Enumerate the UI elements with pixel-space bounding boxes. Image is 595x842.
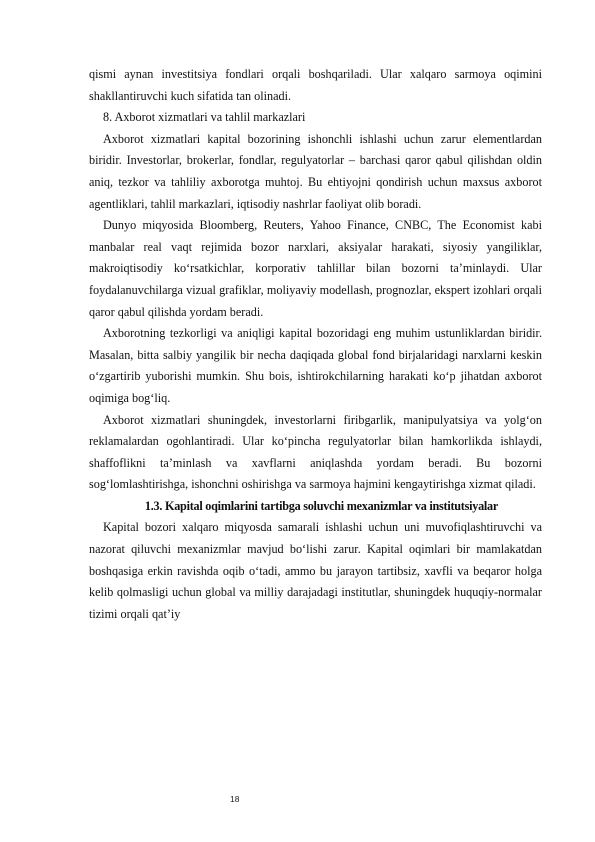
page-number: 18 [230, 794, 240, 804]
paragraph-investment-funds-end: qismi aynan investitsiya fondlari orqali boshqariladi. Ular xalqaro sarmoya oqimini shakllantiruvchi kuch sifatida tan olinadi. [89, 67, 542, 103]
paragraph-global-sources: Dunyo miqyosida Bloomberg, Reuters, Yahoo Finance, CNBC, The Economist kabi manbalar real vaqt rejimida bozor narxlari, aksiyalar harakati, siyosiy yangiliklar, makroiqtisodiy ko‘rsatkichlar, korporativ tahlillar bilan bozorni ta’minlaydi. Ular foydalanuvchilarga vizual grafiklar, moliyaviy modellash, prognozlar, ekspert izohlari orqali qaror qabul qilishda yordam beradi. [89, 218, 542, 319]
paragraph-information-services: Axborot xizmatlari kapital bozorining ishonchli ishlashi uchun zarur elementlardan biridir. Investorlar, brokerlar, fondlar, regulyatorlar – barchasi qaror qabul qilishdan oldin aniq, tezkor va tahliliy axborotga muhtoj. Bu ehtiyojni qondirish uchun maxsus axborot agentliklari, tahlil markazlari, iqtisodiy nashrlar faoliyat olib boradi. [89, 131, 542, 211]
paragraph-speed-accuracy: Axborotning tezkorligi va aniqligi kapital bozoridagi eng muhim ustunliklardan biridir. Masalan, bitta salbiy yangilik bir necha daqiqada global fond birjalaridagi narxlarni keskin o‘zgartirib yuborishi mumkin. Shu bois, ishtirokchilarning harakati ko‘p jihatdan axborot oqimiga bog‘liq. [89, 326, 542, 405]
document-page [89, 64, 542, 625]
section-heading-1-3: 1.3. Kapital oqimlarini tartibga soluvchi mexanizmlar va institutsiyalar [144, 498, 499, 513]
paragraph-fraud-warning: Axborot xizmatlari shuningdek, investorlarni firibgarlik, manipulyatsiya va yolg‘on reklamalardan ogohlantiradi. Ular ko‘pincha regulyatorlar bilan hamkorlikda ishlaydi, shaffoflikni ta’minlash va xavflarni aniqlashda yordam beradi. Bu bozorni sog‘lomlashtirishga, ishonchni oshirishga va sarmoya hajmini kengaytirishga xizmat qiladi. [89, 412, 542, 492]
subheading-information-services: 8. Axborot xizmatlari va tahlil markazlari [103, 110, 306, 125]
paragraph-capital-regulation: Kapital bozori xalqaro miqyosda samarali ishlashi uchun uni muvofiqlashtiruvchi va nazorat qiluvchi mexanizmlar mavjud bo‘lishi zarur. Kapital oqimlari bir mamlakatdan boshqasiga erkin ravishda oqib o‘tadi, ammo bu jarayon tartibsiz, xavfli va beqaror holga kelib qolmasligi uchun global va milliy darajadagi institutlar, shuningdek huquqiy-normalar tizimi orqali qat’iy [89, 520, 542, 621]
